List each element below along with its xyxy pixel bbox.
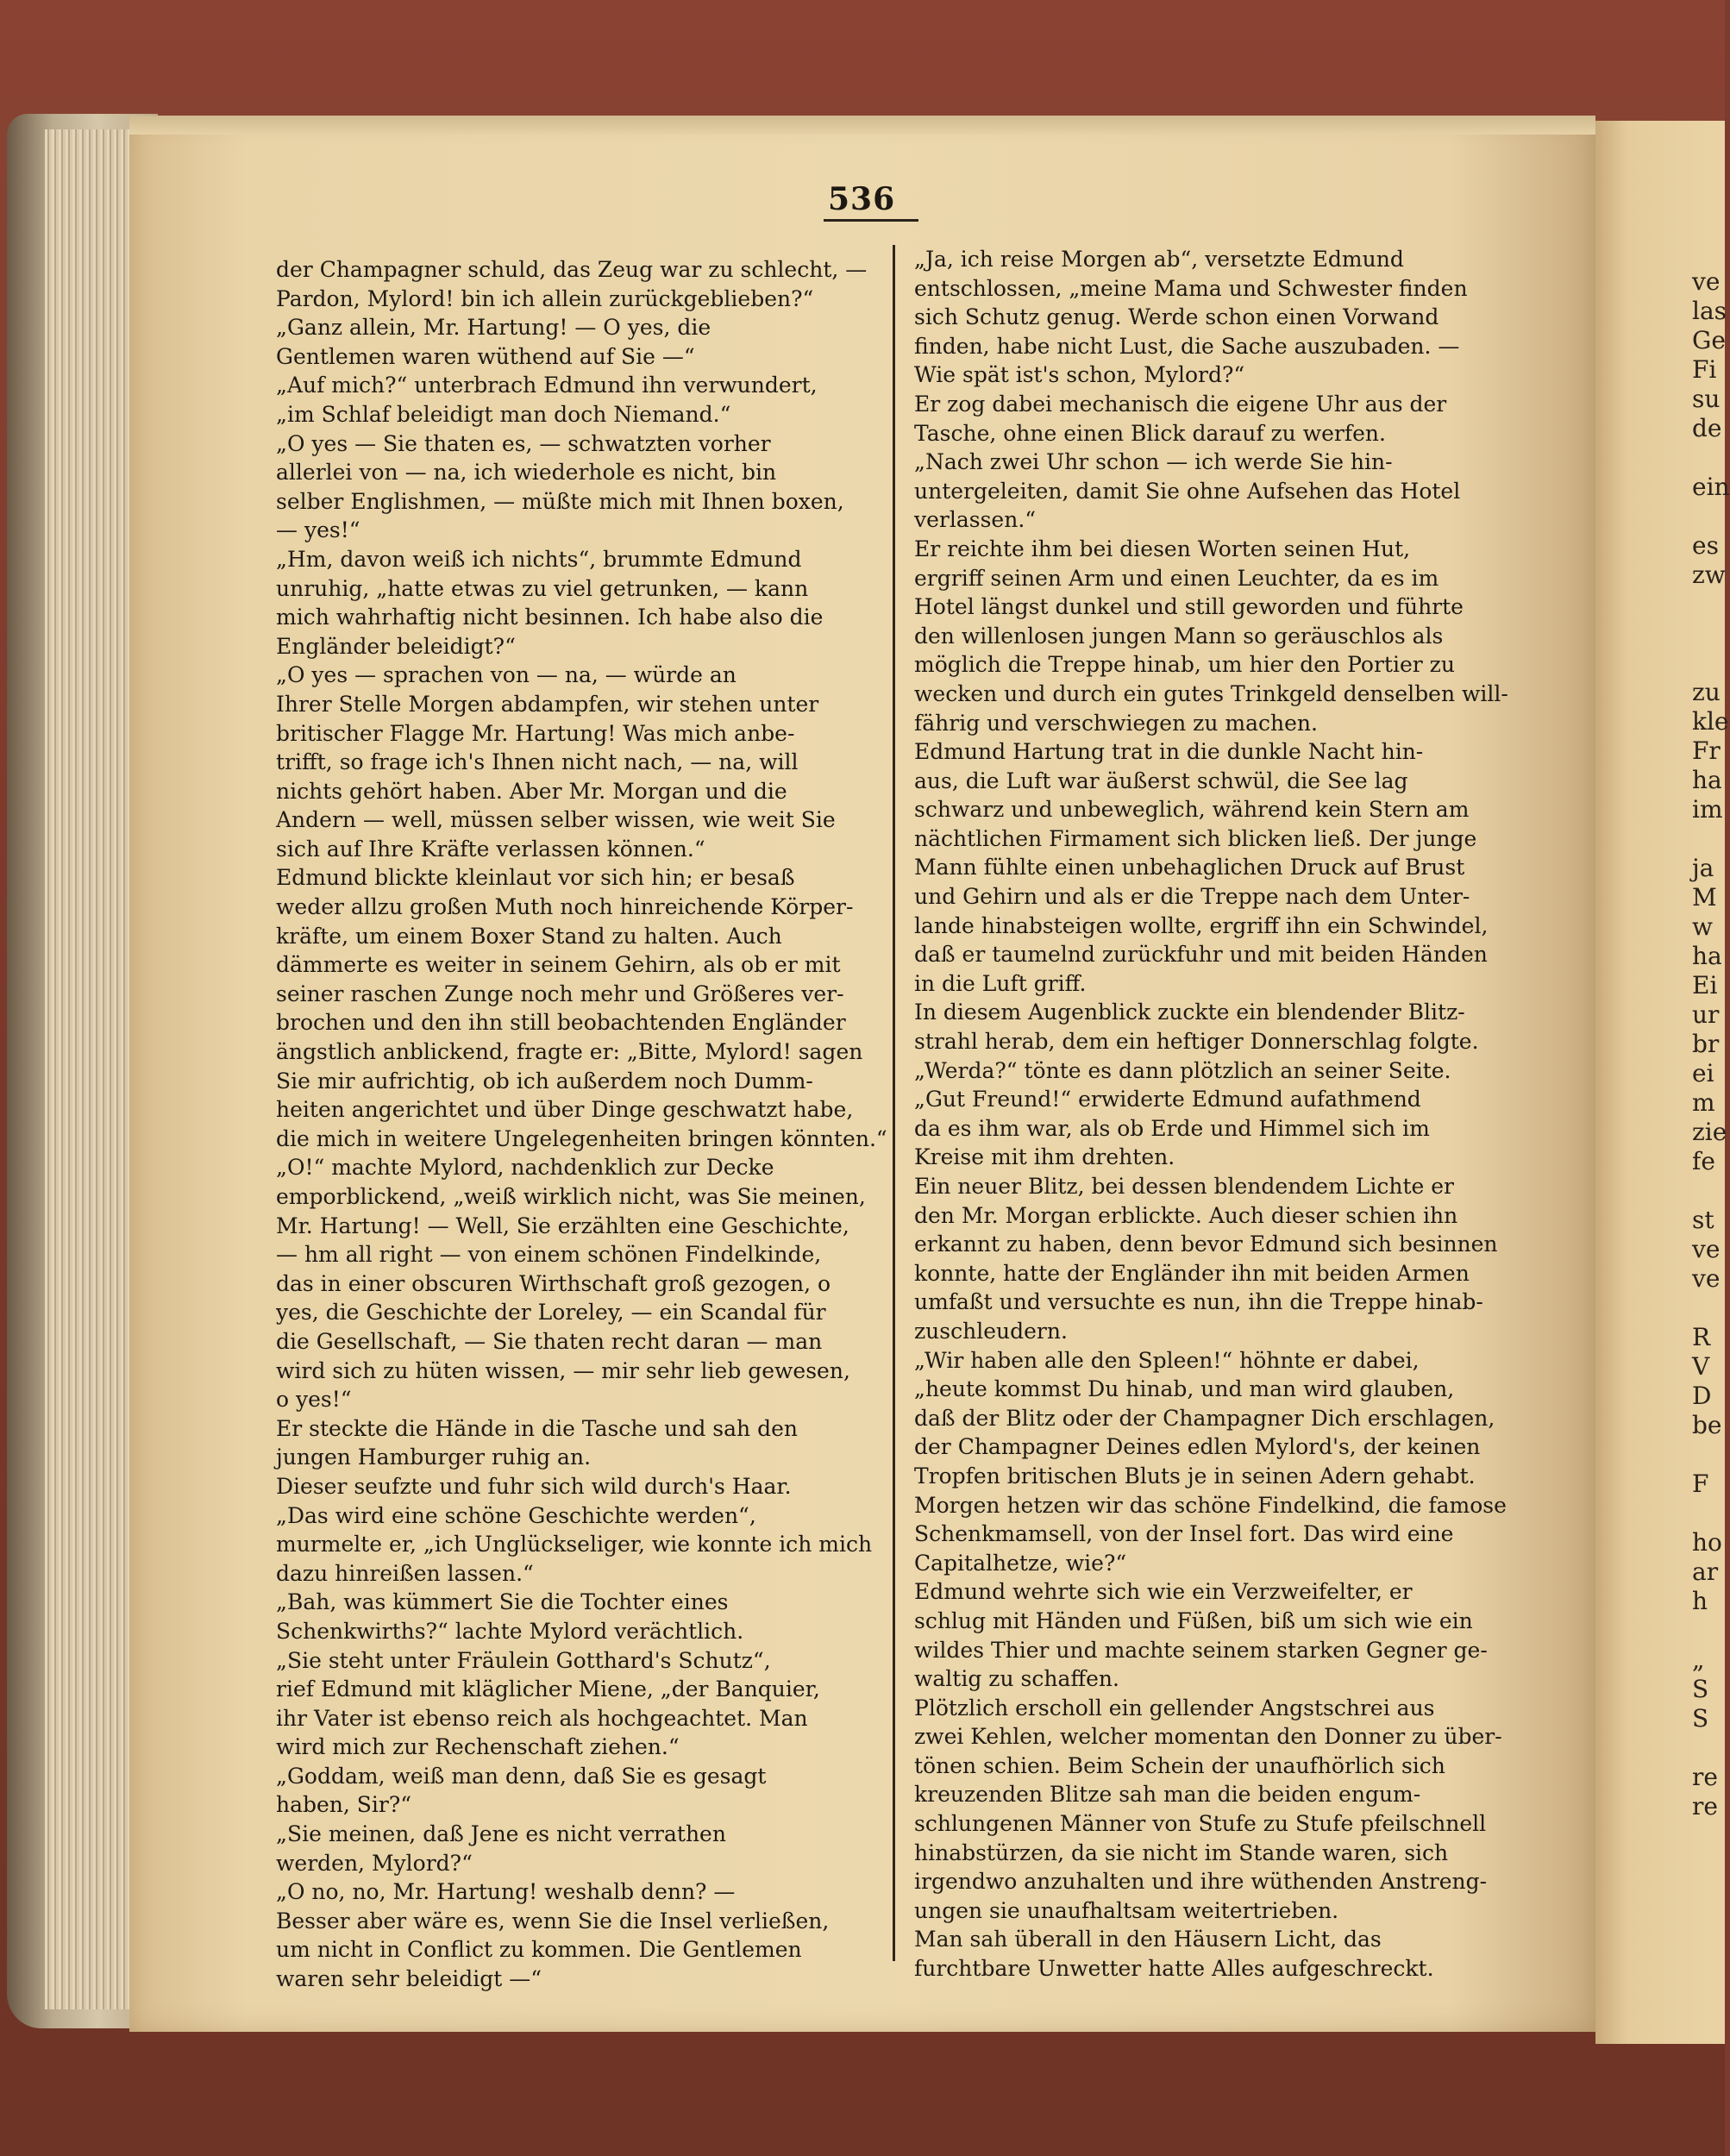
- text-line: um nicht in Conflict zu kommen. Die Gentlemen: [276, 1937, 802, 1963]
- facing-page-fragment: h: [1692, 1587, 1708, 1615]
- text-line: Morgen hetzen wir das schöne Findelkind, die famose: [914, 1492, 1507, 1518]
- text-line: Schenkwirths?“ lachte Mylord verächtlich.: [276, 1618, 744, 1644]
- facing-page-fragment: fe: [1692, 1147, 1715, 1175]
- text-line: Dieser seufzte und fuhr sich wild durch's Haar.: [276, 1473, 792, 1499]
- text-line: Schenkmamsell, von der Insel fort. Das wird eine: [914, 1521, 1454, 1547]
- text-line: waltig zu schaffen.: [914, 1666, 1119, 1692]
- text-line: „Werda?“ tönte es dann plötzlich an seiner Seite.: [914, 1057, 1451, 1083]
- facing-page-fragment: ar: [1692, 1557, 1719, 1586]
- facing-page-fragment: ha: [1692, 942, 1722, 970]
- text-line: lande hinabsteigen wollte, ergriff ihn ein Schwindel,: [914, 912, 1489, 938]
- facing-page-fragment: ja: [1692, 854, 1714, 882]
- facing-page-fragment: [1692, 1440, 1727, 1470]
- text-line: wecken und durch ein gutes Trinkgeld denselben will-: [914, 680, 1508, 706]
- text-line: „Ganz allein, Mr. Hartung! — O yes, die: [276, 315, 711, 341]
- facing-page-fragment: re: [1692, 1763, 1718, 1791]
- facing-page-fragment: im: [1692, 795, 1723, 824]
- facing-page-fragment: [1692, 590, 1727, 619]
- text-line: „Sie meinen, daß Jene es nicht verrathen: [276, 1821, 726, 1847]
- text-line: „Das wird eine schöne Geschichte werden“,: [276, 1502, 756, 1528]
- text-line: den Mr. Morgan erblickte. Auch dieser schien ihn: [914, 1202, 1458, 1228]
- text-line: irgendwo anzuhalten und ihre wüthenden Anstreng-: [914, 1869, 1488, 1895]
- facing-page-fragment: w: [1692, 912, 1713, 941]
- header-rule: [824, 219, 918, 222]
- text-line: kreuzenden Blitze sah man die beiden engum-: [914, 1782, 1421, 1808]
- text-line: heiten angerichtet und über Dinge geschwatzt habe,: [276, 1097, 854, 1123]
- text-line: Man sah überall in den Häusern Licht, das: [914, 1927, 1382, 1952]
- text-line: unruhig, „hatte etwas zu viel getrunken, — kann: [276, 575, 809, 601]
- text-line: selber Englishmen, — müßte mich mit Ihnen boxen,: [276, 488, 844, 514]
- text-line: schlungenen Männer von Stufe zu Stufe pfeilschnell: [914, 1811, 1487, 1837]
- text-line: Sie mir aufrichtig, ob ich außerdem noch Dumm-: [276, 1068, 813, 1094]
- facing-page-fragment: [1692, 649, 1727, 678]
- facing-page-fragment: ur: [1692, 1000, 1720, 1029]
- text-line: „Nach zwei Uhr schon — ich werde Sie hin-: [914, 449, 1393, 475]
- text-line: hinabstürzen, da sie nicht im Stande waren, sich: [914, 1839, 1449, 1865]
- text-line: furchtbare Unwetter hatte Alles aufgeschreckt.: [914, 1956, 1434, 1982]
- text-line: jungen Hamburger ruhig an.: [276, 1445, 592, 1470]
- facing-page-fragment: D: [1692, 1382, 1712, 1410]
- page-top-edge: [129, 116, 1595, 135]
- text-line: seiner raschen Zunge noch mehr und Größeres ver-: [276, 981, 844, 1006]
- facing-page-fragment: su: [1692, 385, 1721, 413]
- text-line: fährig und verschwiegen zu machen.: [914, 710, 1318, 736]
- text-line: möglich die Treppe hinab, um hier den Portier zu: [914, 652, 1455, 678]
- text-line: nichts gehört haben. Aber Mr. Morgan und die: [276, 778, 787, 804]
- facing-page-fragment: zw: [1692, 561, 1726, 589]
- column-divider: [893, 245, 895, 1961]
- text-line: zwei Kehlen, welcher momentan den Donner zu über-: [914, 1724, 1502, 1750]
- facing-page-fragment: ei: [1692, 1059, 1714, 1087]
- facing-page-fragment: ve: [1692, 267, 1721, 296]
- text-line: Mann fühlte einen unbehaglichen Druck auf Brust: [914, 855, 1465, 881]
- text-line: Gentlemen waren wüthend auf Sie —“: [276, 343, 695, 369]
- text-line: sich Schutz genug. Werde schon einen Vorwand: [914, 304, 1439, 330]
- text-line: emporblickend, „weiß wirklich nicht, was Sie meinen,: [276, 1184, 866, 1209]
- text-line: Capitalhetze, wie?“: [914, 1550, 1127, 1576]
- facing-page-fragment: S: [1692, 1704, 1709, 1733]
- facing-page-fragment: es: [1692, 531, 1719, 560]
- facing-page-fragment: [1692, 1733, 1727, 1763]
- text-line: strahl herab, dem ein heftiger Donnerschlag folgte.: [914, 1029, 1479, 1055]
- text-line: „Sie steht unter Fräulein Gotthard's Schutz“,: [276, 1647, 771, 1673]
- text-line: „Bah, was kümmert Sie die Tochter eines: [276, 1589, 729, 1615]
- facing-page-fragment: [1692, 619, 1727, 649]
- facing-page-fragment: [1692, 502, 1727, 531]
- text-line: Edmund Hartung trat in die dunkle Nacht hin-: [914, 739, 1424, 765]
- text-line: verlassen.“: [914, 507, 1037, 533]
- text-line: „O!“ machte Mylord, nachdenklich zur Decke: [276, 1155, 774, 1181]
- text-line: Engländer beleidigt?“: [276, 633, 516, 659]
- text-line: tönen schien. Beim Schein der unaufhörlich sich: [914, 1752, 1445, 1778]
- facing-page-fragment: de: [1692, 414, 1722, 442]
- facing-page-fragment: S: [1692, 1675, 1709, 1703]
- facing-page-fragment: M: [1692, 883, 1717, 912]
- text-line: ergriff seinen Arm und einen Leuchter, da es im: [914, 565, 1439, 591]
- text-line: Er zog dabei mechanisch die eigene Uhr aus der: [914, 391, 1447, 417]
- text-line: Mr. Hartung! — Well, Sie erzählten eine Geschichte,: [276, 1213, 849, 1238]
- facing-page-fragment: [1692, 824, 1727, 854]
- text-line: ungen sie unaufhaltsam weitertrieben.: [914, 1897, 1339, 1923]
- text-line: dämmerte es weiter in seinem Gehirn, als ob er mit: [276, 952, 841, 978]
- text-line: Tropfen britischen Bluts je in seinen Adern gehabt.: [914, 1463, 1476, 1489]
- text-line: wird mich zur Rechenschaft ziehen.“: [276, 1734, 680, 1760]
- text-line: die Gesellschaft, — Sie thaten recht daran — man: [276, 1328, 823, 1354]
- text-line: kräfte, um einem Boxer Stand zu halten. Auch: [276, 923, 782, 949]
- text-line: — yes!“: [276, 517, 360, 543]
- left-column: [276, 255, 887, 1994]
- text-line: „Auf mich?“ unterbrach Edmund ihn verwundert,: [276, 373, 818, 398]
- text-line: mich wahrhaftig nicht besinnen. Ich habe also die: [276, 605, 824, 630]
- text-line: „im Schlaf beleidigt man doch Niemand.“: [276, 401, 731, 427]
- facing-page-fragment: ho: [1692, 1528, 1722, 1557]
- facing-page-fragment: re: [1692, 1792, 1718, 1821]
- text-line: in die Luft griff.: [914, 970, 1087, 996]
- page-number: 536: [828, 181, 896, 217]
- text-line: „Gut Freund!“ erwiderte Edmund aufathmend: [914, 1087, 1421, 1112]
- text-line: „heute kommst Du hinab, und man wird glauben,: [914, 1376, 1455, 1402]
- text-line: brochen und den ihn still beobachtenden Engländer: [276, 1010, 846, 1036]
- facing-page-fragment: [1692, 1499, 1727, 1528]
- text-line: und Gehirn und als er die Treppe nach dem Unter-: [914, 884, 1470, 910]
- text-line: der Champagner schuld, das Zeug war zu schlecht, —: [276, 257, 868, 282]
- text-line: o yes!“: [276, 1387, 352, 1413]
- text-line: erkannt zu haben, denn bevor Edmund sich besinnen: [914, 1232, 1498, 1257]
- facing-page-fragment: [1692, 1616, 1727, 1645]
- facing-page-fragment: zie: [1692, 1118, 1727, 1146]
- text-line: „O yes — Sie thaten es, — schwatzten vorher: [276, 430, 771, 456]
- text-line: waren sehr beleidigt —“: [276, 1966, 542, 1992]
- text-line: da es ihm war, als ob Erde und Himmel sich im: [914, 1115, 1430, 1141]
- text-line: den willenlosen jungen Mann so geräuschlos als: [914, 623, 1444, 649]
- text-line: „Hm, davon weiß ich nichts“, brummte Edmund: [276, 546, 802, 572]
- text-line: zuschleudern.: [914, 1318, 1068, 1344]
- facing-page-fragment: [1692, 443, 1727, 473]
- text-line: der Champagner Deines edlen Mylord's, der keinen: [914, 1434, 1481, 1460]
- text-line: daß der Blitz oder der Champagner Dich erschlagen,: [914, 1405, 1495, 1431]
- text-line: murmelte er, „ich Unglückseliger, wie konnte ich mich: [276, 1532, 873, 1557]
- text-line: Wie spät ist's schon, Mylord?“: [914, 362, 1245, 388]
- text-line: Pardon, Mylord! bin ich allein zurückgeblieben?“: [276, 285, 814, 311]
- facing-page-fragment: „: [1692, 1645, 1705, 1674]
- text-line: Plötzlich erscholl ein gellender Angstschrei aus: [914, 1695, 1435, 1720]
- facing-page-fragment: st: [1692, 1206, 1714, 1234]
- text-line: britischer Flagge Mr. Hartung! Was mich anbe-: [276, 720, 795, 746]
- text-line: aus, die Luft war äußerst schwül, die See lag: [914, 768, 1408, 793]
- text-line: wildes Thier und machte seinem starken Gegner ge-: [914, 1637, 1488, 1663]
- text-line: Er reichte ihm bei diesen Worten seinen Hut,: [914, 536, 1411, 561]
- facing-page-fragment: ein: [1692, 473, 1730, 501]
- text-line: konnte, hatte der Engländer ihn mit beiden Armen: [914, 1260, 1470, 1286]
- text-line: das in einer obscuren Wirthschaft groß gezogen, o: [276, 1270, 831, 1296]
- facing-page-fragment: [1692, 1294, 1727, 1323]
- text-line: schlug mit Händen und Füßen, biß um sich wie ein: [914, 1608, 1473, 1633]
- text-line: ihr Vater ist ebenso reich als hochgeachtet. Man: [276, 1705, 808, 1731]
- text-line: Edmund blickte kleinlaut vor sich hin; er besaß: [276, 865, 795, 891]
- text-line: weder allzu großen Muth noch hinreichende Körper-: [276, 894, 854, 920]
- text-line: Besser aber wäre es, wenn Sie die Insel verließen,: [276, 1908, 830, 1934]
- text-line: untergeleiten, damit Sie ohne Aufsehen das Hotel: [914, 478, 1461, 504]
- text-line: — hm all right — von einem schönen Findelkinde,: [276, 1242, 822, 1268]
- facing-page-fragment: Ge: [1692, 326, 1726, 354]
- facing-page-fragment: be: [1692, 1411, 1722, 1439]
- text-line: Edmund wehrte sich wie ein Verzweifelter, er: [914, 1579, 1413, 1605]
- text-line: entschlossen, „meine Mama und Schwester finden: [914, 275, 1468, 301]
- text-line: wird sich zu hüten wissen, — mir sehr lieb gewesen,: [276, 1357, 850, 1383]
- text-line: haben, Sir?“: [276, 1792, 412, 1818]
- facing-page-fragment: br: [1692, 1030, 1720, 1058]
- facing-page-fragment: m: [1692, 1088, 1715, 1117]
- text-line: „Ja, ich reise Morgen ab“, versetzte Edmund: [914, 247, 1404, 272]
- text-line: Ihrer Stelle Morgen abdampfen, wir stehen unter: [276, 691, 819, 717]
- facing-page-fragment: zu: [1692, 678, 1721, 706]
- text-line: Hotel längst dunkel und still geworden und führte: [914, 594, 1464, 620]
- facing-page-fragment: V: [1692, 1352, 1710, 1381]
- text-line: „Wir haben alle den Spleen!“ höhnte er dabei,: [914, 1347, 1420, 1373]
- facing-page-fragment: [1692, 1176, 1727, 1206]
- text-line: werden, Mylord?“: [276, 1850, 473, 1876]
- facing-page-fragment: Fi: [1692, 355, 1717, 384]
- text-line: „O yes — sprachen von — na, — würde an: [276, 662, 737, 688]
- facing-page-fragment: kle: [1692, 707, 1729, 736]
- facing-page-text: [1692, 267, 1730, 1821]
- facing-page-fragment: ha: [1692, 766, 1722, 794]
- facing-page-fragment: R: [1692, 1323, 1711, 1351]
- text-line: umfaßt und versuchte es nun, ihn die Treppe hinab-: [914, 1289, 1483, 1315]
- text-line: rief Edmund mit kläglicher Miene, „der Banquier,: [276, 1677, 820, 1702]
- text-line: dazu hinreißen lassen.“: [276, 1560, 534, 1586]
- text-line: „O no, no, Mr. Hartung! weshalb denn? —: [276, 1879, 736, 1905]
- facing-page-fragment: Fr: [1692, 736, 1721, 765]
- text-line: ängstlich anblickend, fragte er: „Bitte, Mylord! sagen: [276, 1039, 863, 1065]
- text-line: die mich in weitere Ungelegenheiten bringen könnten.“: [276, 1125, 887, 1151]
- facing-page-fragment: Ei: [1692, 971, 1718, 1000]
- facing-page-fragment: F: [1692, 1470, 1709, 1498]
- text-line: In diesem Augenblick zuckte ein blendender Blitz-: [914, 1000, 1465, 1025]
- text-line: Er steckte die Hände in die Tasche und sah den: [276, 1415, 798, 1441]
- facing-page-fragment: ve: [1692, 1235, 1721, 1263]
- text-line: finden, habe nicht Lust, die Sache auszubaden. —: [914, 333, 1460, 359]
- text-line: nächtlichen Firmament sich blicken ließ. Der junge: [914, 825, 1477, 851]
- text-line: „Goddam, weiß man denn, daß Sie es gesagt: [276, 1763, 767, 1789]
- text-line: schwarz und unbeweglich, während kein Stern am: [914, 797, 1470, 823]
- text-line: allerlei von — na, ich wiederhole es nicht, bin: [276, 460, 777, 486]
- text-line: Andern — well, müssen selber wissen, wie weit Sie: [276, 807, 836, 833]
- right-column: [914, 245, 1518, 1984]
- text-line: Tasche, ohne einen Blick darauf zu werfen.: [914, 420, 1386, 446]
- text-line: sich auf Ihre Kräfte verlassen können.“: [276, 836, 705, 862]
- text-line: daß er taumelnd zurückfuhr und mit beiden Händen: [914, 942, 1488, 968]
- text-line: Kreise mit ihm drehten.: [914, 1144, 1175, 1170]
- text-line: Ein neuer Blitz, bei dessen blendendem Lichte er: [914, 1174, 1454, 1199]
- text-line: trifft, so frage ich's Ihnen nicht nach, — na, will: [276, 749, 799, 775]
- facing-page-fragment: las: [1692, 297, 1727, 325]
- facing-page-fragment: ve: [1692, 1264, 1721, 1293]
- text-line: yes, die Geschichte der Loreley, — ein Scandal für: [276, 1300, 826, 1326]
